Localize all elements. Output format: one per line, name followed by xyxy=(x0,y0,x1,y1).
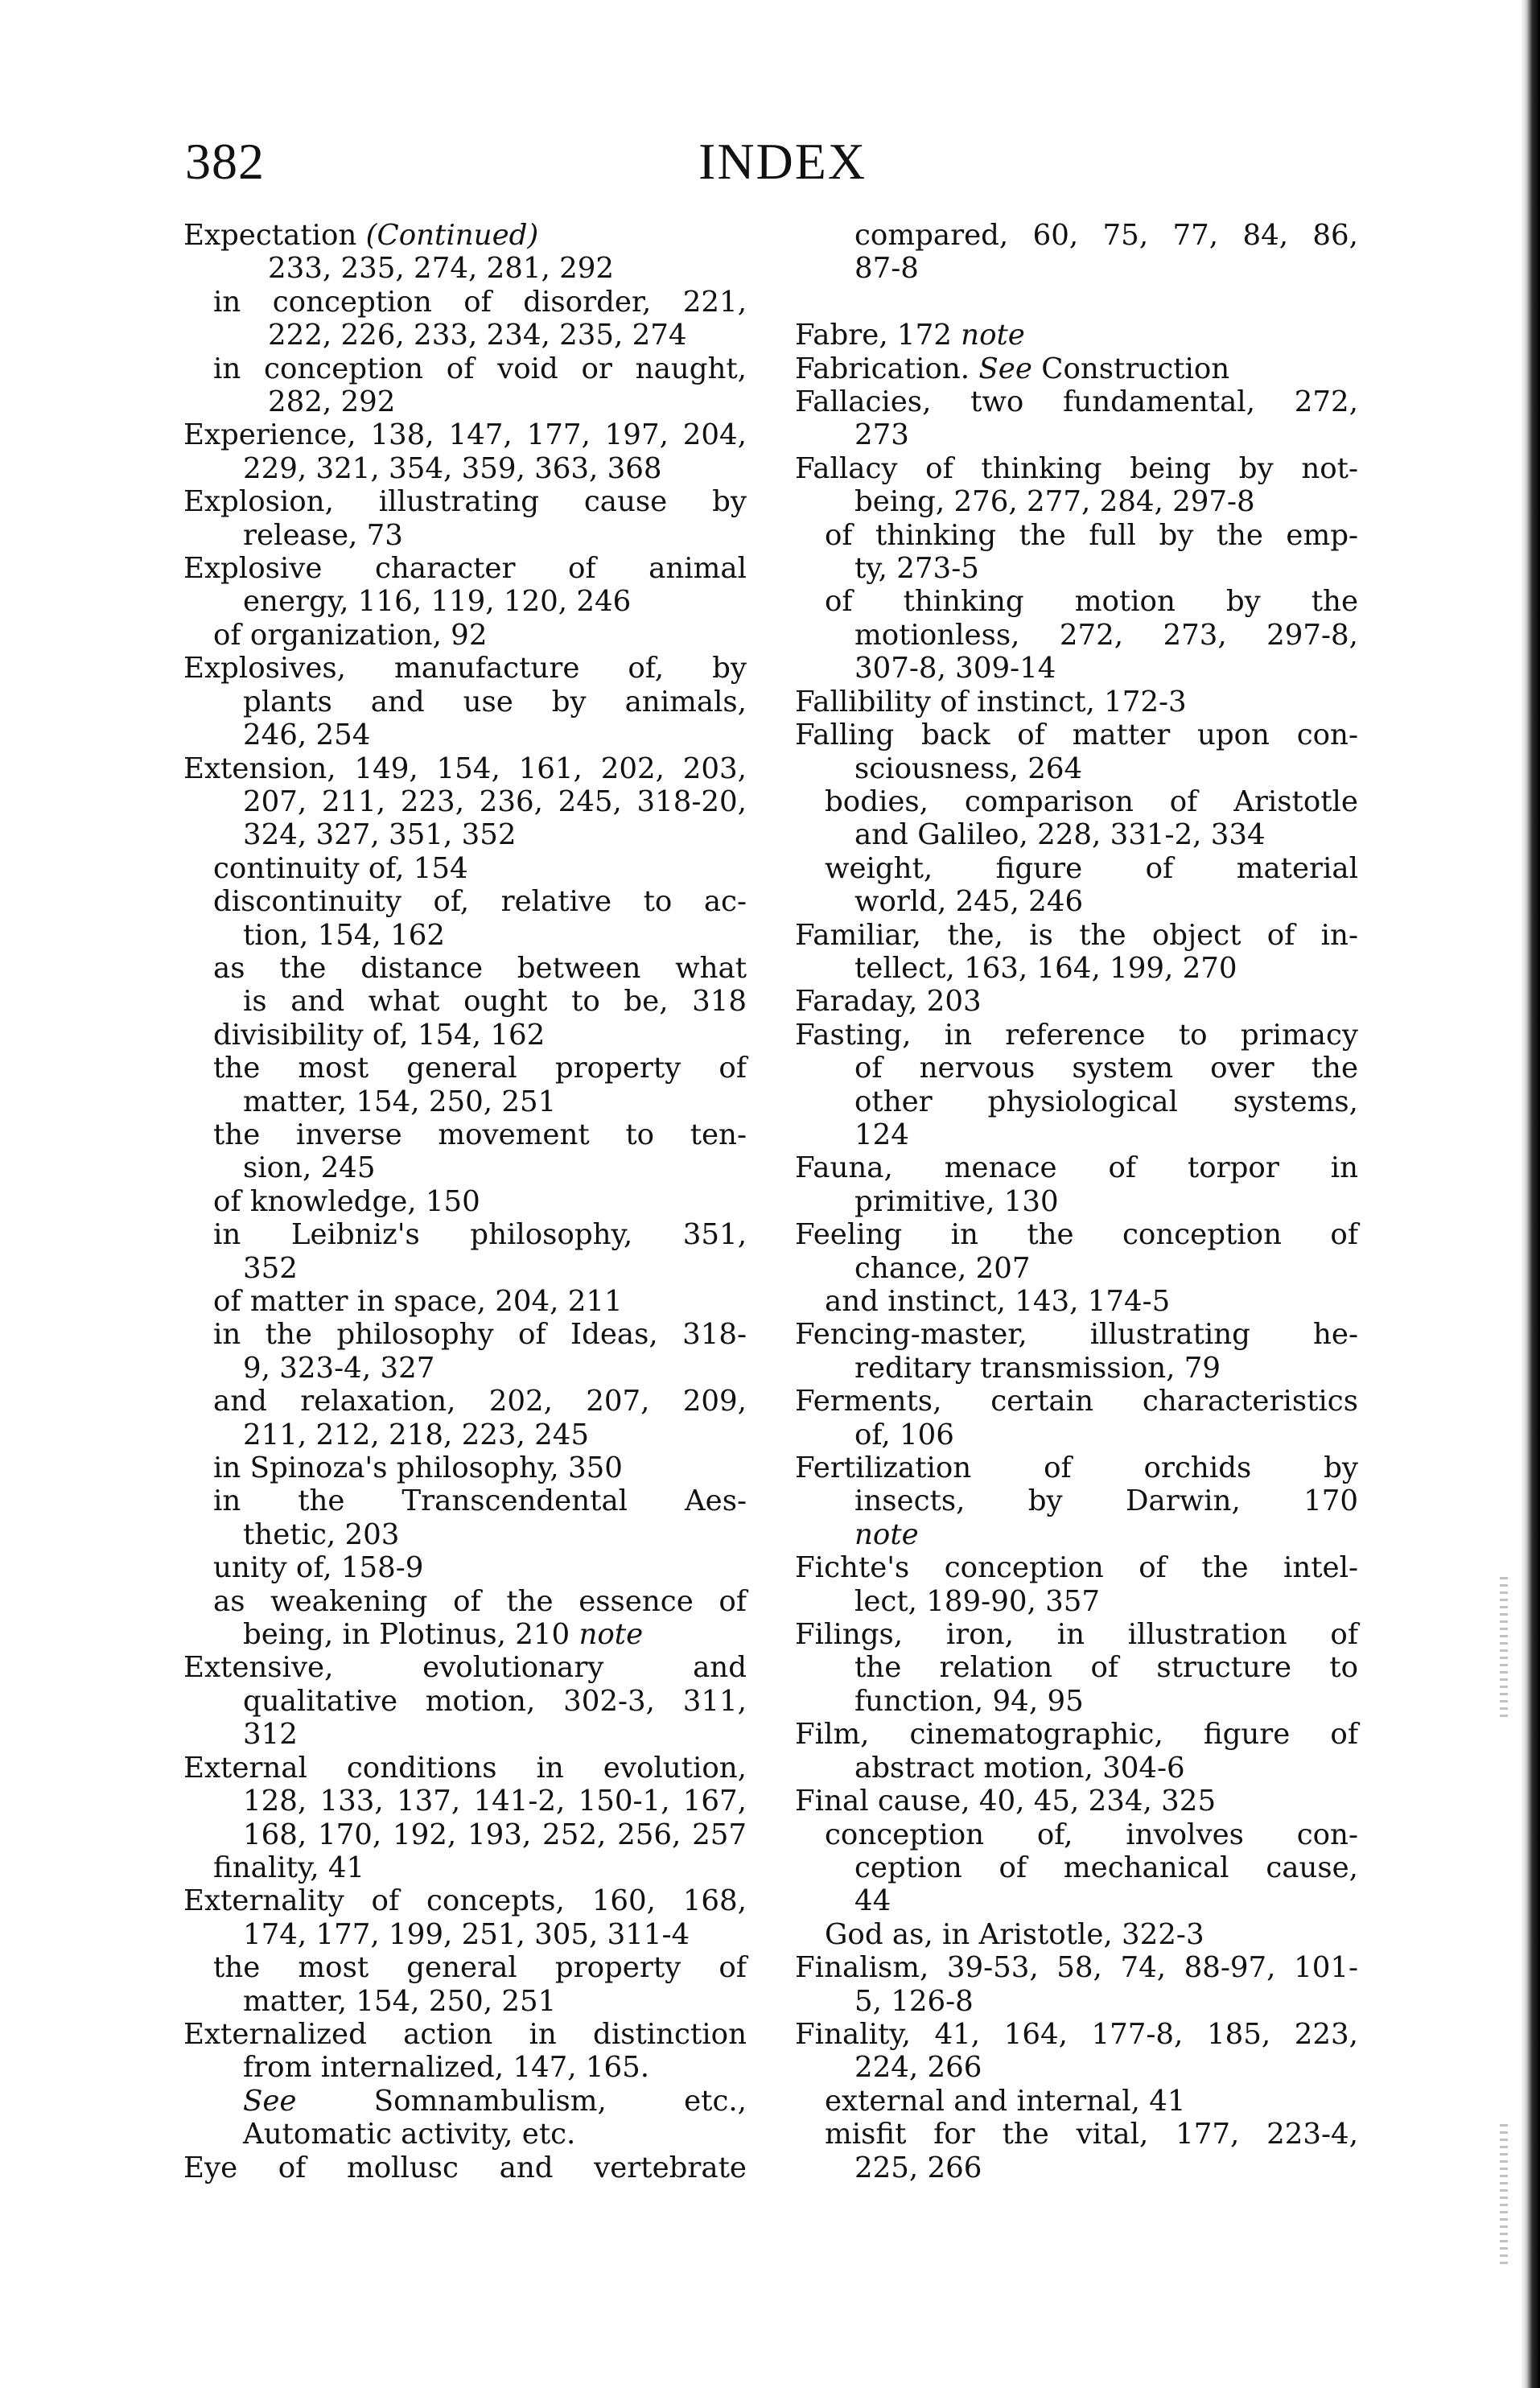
index-text: 246, 254 xyxy=(243,718,371,752)
index-line xyxy=(795,1484,1358,1517)
index-line xyxy=(795,1651,1358,1684)
index-text: Expectation xyxy=(183,219,366,252)
index-italic: See xyxy=(978,352,1032,385)
scan-edge-shadow xyxy=(1521,0,1540,2388)
index-line xyxy=(795,1752,1358,1785)
index-line xyxy=(183,2085,747,2118)
index-line xyxy=(183,919,747,952)
index-line xyxy=(183,319,747,352)
index-text: is and what ought to be, 318 xyxy=(243,985,747,1019)
index-text: in the Transcendental Aes- xyxy=(213,1484,747,1518)
index-line xyxy=(795,519,1358,552)
index-line xyxy=(183,1252,747,1285)
index-line xyxy=(183,1918,747,1951)
index-line xyxy=(183,1285,747,1318)
index-line xyxy=(183,652,747,685)
index-line xyxy=(183,1685,747,1718)
index-line xyxy=(795,1685,1358,1718)
index-text: Fasting, in reference to primacy xyxy=(795,1018,1358,1052)
index-text: bodies, comparison of Aristotle xyxy=(825,784,1358,818)
index-text: matter, 154, 250, 251 xyxy=(243,1984,557,2018)
index-text: 312 xyxy=(243,1718,298,1752)
index-line xyxy=(183,385,747,418)
index-line xyxy=(183,718,747,751)
index-text: 307-8, 309-14 xyxy=(854,652,1056,686)
index-text: function, 94, 95 xyxy=(854,1684,1084,1718)
index-text: 233, 235, 274, 281, 292 xyxy=(268,252,615,286)
index-line xyxy=(795,985,1358,1018)
index-line xyxy=(795,1618,1358,1651)
index-text: external and internal, 41 xyxy=(825,2084,1186,2118)
index-text: being, in Plotinus, 210 xyxy=(243,1618,579,1652)
index-text: compared, 60, 75, 77, 84, 86, xyxy=(854,219,1358,252)
index-line xyxy=(183,219,747,252)
index-text: misfit for the vital, 177, 223-4, xyxy=(825,2118,1358,2151)
index-line xyxy=(795,852,1358,885)
index-line xyxy=(183,286,747,319)
index-text: world, 245, 246 xyxy=(854,885,1084,919)
index-line xyxy=(183,1019,747,1052)
index-text: primitive, 130 xyxy=(854,1184,1059,1218)
index-line xyxy=(795,1352,1358,1385)
index-line xyxy=(183,619,747,652)
index-text: as the distance between what xyxy=(213,951,747,985)
index-line xyxy=(795,1385,1358,1418)
index-line xyxy=(183,1151,747,1184)
index-line xyxy=(795,1884,1358,1917)
index-text: Construction xyxy=(1031,352,1230,385)
index-text: 224, 266 xyxy=(854,2051,982,2085)
index-line xyxy=(795,2051,1358,2084)
index-italic: (Continued) xyxy=(365,219,539,252)
index-text: lect, 189-90, 357 xyxy=(854,1584,1101,1618)
index-line xyxy=(795,1585,1358,1618)
index-line xyxy=(795,1019,1358,1052)
index-line xyxy=(795,585,1358,618)
index-text: Fallacy of thinking being by not- xyxy=(795,451,1358,485)
index-text: release, 73 xyxy=(243,518,403,552)
index-line xyxy=(795,1285,1358,1318)
index-text: of thinking motion by the xyxy=(825,585,1358,619)
index-text: Extensive, evolutionary and xyxy=(183,1651,747,1685)
index-text: in Spinoza's philosophy, 350 xyxy=(213,1451,623,1485)
index-text: Ferments, certain characteristics xyxy=(795,1385,1358,1418)
index-italic: note xyxy=(854,1517,919,1551)
index-line xyxy=(795,1451,1358,1484)
index-text: divisibility of, 154, 162 xyxy=(213,1018,546,1052)
index-text: 229, 321, 354, 359, 363, 368 xyxy=(243,451,662,485)
index-text: conception of, involves con- xyxy=(825,1818,1358,1851)
index-text: other physiological systems, xyxy=(854,1085,1358,1118)
index-text: qualitative motion, 302-3, 311, xyxy=(243,1684,747,1718)
index-line xyxy=(795,686,1358,718)
index-line xyxy=(795,2085,1358,2118)
index-line xyxy=(183,1884,747,1917)
index-line xyxy=(183,1052,747,1085)
index-line xyxy=(795,1551,1358,1584)
index-line xyxy=(795,286,1358,319)
index-line xyxy=(795,1085,1358,1118)
index-text: Fabrication. xyxy=(795,352,979,385)
index-line xyxy=(795,485,1358,518)
index-text: 222, 226, 233, 234, 235, 274 xyxy=(268,319,687,352)
index-text: the relation of structure to xyxy=(854,1651,1358,1685)
index-text: 225, 266 xyxy=(854,2151,982,2184)
index-line xyxy=(183,752,747,785)
index-line xyxy=(183,818,747,851)
scan-edge-mark xyxy=(1500,2124,1508,2269)
index-line xyxy=(795,1318,1358,1351)
index-text: Finalism, 39-53, 58, 74, 88-97, 101- xyxy=(795,1951,1358,1985)
index-text: 352 xyxy=(243,1251,298,1285)
index-line xyxy=(795,785,1358,818)
index-line xyxy=(183,1385,747,1418)
index-line xyxy=(795,1252,1358,1285)
index-text: in conception of disorder, 221, xyxy=(213,285,747,319)
index-text: finality, 41 xyxy=(213,1851,365,1884)
index-line xyxy=(795,652,1358,685)
index-italic: note xyxy=(579,1618,644,1652)
index-text: tellect, 163, 164, 199, 270 xyxy=(854,951,1237,985)
index-line xyxy=(183,1318,747,1351)
index-text: Experience, 138, 147, 177, 197, 204, xyxy=(183,418,747,452)
index-text: ty, 273-5 xyxy=(854,552,979,586)
index-line xyxy=(183,2118,747,2151)
index-text: Eye of mollusc and vertebrate xyxy=(183,2151,747,2184)
index-line xyxy=(183,785,747,818)
index-line xyxy=(795,319,1358,352)
index-text: 207, 211, 223, 236, 245, 318-20, xyxy=(243,784,747,818)
index-text: sciousness, 264 xyxy=(854,751,1083,785)
index-text: in conception of void or naught, xyxy=(213,352,747,385)
index-line xyxy=(795,452,1358,485)
index-text: 273 xyxy=(854,418,909,452)
index-line xyxy=(183,1618,747,1651)
index-text: Film, cinematographic, figure of xyxy=(795,1718,1358,1752)
index-line xyxy=(795,352,1358,385)
index-text: Automatic activity, etc. xyxy=(243,2118,576,2151)
index-line xyxy=(795,1785,1358,1818)
index-text: energy, 116, 119, 120, 246 xyxy=(243,585,632,619)
index-text: chance, 207 xyxy=(854,1251,1031,1285)
index-line xyxy=(183,686,747,718)
index-line xyxy=(795,1418,1358,1451)
index-line xyxy=(795,2018,1358,2051)
index-line xyxy=(183,585,747,618)
index-text: 124 xyxy=(854,1118,909,1151)
index-line xyxy=(795,2118,1358,2151)
index-line xyxy=(183,885,747,918)
index-line xyxy=(795,418,1358,451)
index-line xyxy=(795,252,1358,285)
index-line xyxy=(183,252,747,285)
index-line xyxy=(795,1185,1358,1218)
index-line xyxy=(183,1218,747,1251)
index-line xyxy=(795,752,1358,785)
page-header xyxy=(0,129,1540,201)
index-text: insects, by Darwin, 170 xyxy=(854,1484,1358,1518)
index-text: Explosive character of animal xyxy=(183,552,747,586)
index-text: of, 106 xyxy=(854,1418,954,1451)
index-line xyxy=(183,552,747,585)
index-text: reditary transmission, 79 xyxy=(854,1351,1221,1385)
index-text: Fallacies, two fundamental, 272, xyxy=(795,385,1358,419)
index-line xyxy=(183,852,747,885)
index-text: in Leibniz's philosophy, 351, xyxy=(213,1218,747,1252)
index-line xyxy=(183,1484,747,1517)
index-text: of matter in space, 204, 211 xyxy=(213,1285,623,1318)
index-text: of organization, 92 xyxy=(213,618,488,652)
index-line xyxy=(795,718,1358,751)
index-text: Feeling in the conception of xyxy=(795,1218,1358,1252)
index-text: 9, 323-4, 327 xyxy=(243,1351,435,1385)
index-text: 168, 170, 192, 193, 252, 256, 257 xyxy=(243,1818,747,1851)
index-text: Fichte's conception of the intel- xyxy=(795,1551,1358,1585)
index-column-right xyxy=(795,219,1358,2184)
index-text: Explosion, illustrating cause by xyxy=(183,485,747,519)
index-text: discontinuity of, relative to ac- xyxy=(213,885,747,919)
index-italic: See xyxy=(243,2084,297,2118)
index-line xyxy=(183,1951,747,1984)
index-text: as weakening of the essence of xyxy=(213,1584,747,1618)
index-text: 174, 177, 199, 251, 305, 311-4 xyxy=(243,1917,690,1951)
index-line xyxy=(183,1352,747,1385)
index-text: thetic, 203 xyxy=(243,1517,400,1551)
index-text: God as, in Aristotle, 322-3 xyxy=(825,1917,1204,1951)
index-line xyxy=(795,1718,1358,1751)
index-line xyxy=(795,1118,1358,1151)
index-line xyxy=(795,2151,1358,2184)
index-text: 282, 292 xyxy=(268,385,396,419)
index-text: and instinct, 143, 174-5 xyxy=(825,1285,1171,1318)
index-text: Falling back of matter upon con- xyxy=(795,718,1358,752)
index-text: Explosives, manufacture of, by xyxy=(183,652,747,686)
index-line xyxy=(795,619,1358,652)
index-text: 5, 126-8 xyxy=(854,1984,974,2018)
index-text: of thinking the full by the emp- xyxy=(825,518,1358,552)
index-text: 44 xyxy=(854,1884,891,1918)
index-text: the inverse movement to ten- xyxy=(213,1118,747,1151)
index-text: Somnambulism, etc., xyxy=(296,2084,747,2118)
index-line xyxy=(183,985,747,1018)
index-line xyxy=(183,1518,747,1551)
index-text: plants and use by animals, xyxy=(243,685,747,718)
index-line xyxy=(183,1585,747,1618)
index-column-left xyxy=(183,219,747,2184)
index-text: Externalized action in distinction xyxy=(183,2017,747,2051)
index-text: from internalized, 147, 165. xyxy=(243,2051,650,2085)
index-text: of nervous system over the xyxy=(854,1052,1358,1085)
index-line xyxy=(183,2051,747,2084)
index-line xyxy=(183,418,747,451)
page-title: INDEX xyxy=(698,133,867,190)
index-line xyxy=(795,1518,1358,1551)
index-text: matter, 154, 250, 251 xyxy=(243,1085,557,1118)
index-line xyxy=(183,1818,747,1851)
index-line xyxy=(795,552,1358,585)
index-line xyxy=(795,919,1358,952)
index-line xyxy=(183,1551,747,1584)
index-text: sion, 245 xyxy=(243,1151,376,1185)
index-line xyxy=(795,1052,1358,1085)
index-line xyxy=(795,952,1358,985)
index-text: abstract motion, 304-6 xyxy=(854,1751,1185,1785)
index-text: tion, 154, 162 xyxy=(243,918,446,952)
index-line xyxy=(795,385,1358,418)
index-text: External conditions in evolution, xyxy=(183,1751,747,1785)
index-text: being, 276, 277, 284, 297-8 xyxy=(854,485,1255,519)
index-line xyxy=(183,1118,747,1151)
index-line xyxy=(183,1785,747,1818)
index-line xyxy=(795,219,1358,252)
index-text: Fabre, 172 xyxy=(795,319,961,352)
index-text: Extension, 149, 154, 161, 202, 203, xyxy=(183,751,747,785)
index-line xyxy=(183,485,747,518)
index-text: Final cause, 40, 45, 234, 325 xyxy=(795,1785,1217,1818)
index-line xyxy=(183,452,747,485)
index-text: Filings, iron, in illustration of xyxy=(795,1618,1358,1652)
scan-edge-mark xyxy=(1500,1577,1508,1722)
index-line xyxy=(795,1985,1358,2018)
index-line xyxy=(183,1752,747,1785)
index-line xyxy=(795,1218,1358,1251)
index-italic: note xyxy=(961,319,1025,352)
index-line xyxy=(183,952,747,985)
index-line xyxy=(183,1985,747,2018)
index-line xyxy=(183,2018,747,2051)
index-line xyxy=(183,1418,747,1451)
index-text: 324, 327, 351, 352 xyxy=(243,818,517,852)
index-line xyxy=(795,818,1358,851)
index-text: and relaxation, 202, 207, 209, xyxy=(213,1385,747,1418)
index-line xyxy=(183,1185,747,1218)
index-text: unity of, 158-9 xyxy=(213,1551,424,1585)
index-text: continuity of, 154 xyxy=(213,851,468,885)
index-text: Fertilization of orchids by xyxy=(795,1451,1358,1485)
index-text: and Galileo, 228, 331-2, 334 xyxy=(854,818,1266,852)
index-text: Familiar, the, is the object of in- xyxy=(795,918,1358,952)
index-line xyxy=(795,1851,1358,1884)
index-text: 128, 133, 137, 141-2, 150-1, 167, xyxy=(243,1785,747,1818)
index-text: Faraday, 203 xyxy=(795,985,982,1019)
index-text: Externality of concepts, 160, 168, xyxy=(183,1884,747,1918)
index-text: the most general property of xyxy=(213,1052,747,1085)
index-line xyxy=(183,2151,747,2184)
index-text: of knowledge, 150 xyxy=(213,1184,480,1218)
index-text: in the philosophy of Ideas, 318- xyxy=(213,1318,747,1352)
index-text: Fallibility of instinct, 172-3 xyxy=(795,685,1187,718)
index-line xyxy=(183,1085,747,1118)
index-line xyxy=(795,1918,1358,1951)
index-text: motionless, 272, 273, 297-8, xyxy=(854,618,1358,652)
index-text: Finality, 41, 164, 177-8, 185, 223, xyxy=(795,2017,1358,2051)
index-line xyxy=(795,1951,1358,1984)
index-line xyxy=(183,1651,747,1684)
index-line xyxy=(795,885,1358,918)
page-number: 382 xyxy=(185,133,265,190)
index-line xyxy=(183,1718,747,1751)
index-line xyxy=(183,1851,747,1884)
index-line xyxy=(183,1451,747,1484)
index-text: Fauna, menace of torpor in xyxy=(795,1151,1358,1185)
index-text: 87-8 xyxy=(854,252,919,286)
index-text: Fencing-master, illustrating he- xyxy=(795,1318,1358,1352)
index-text: 211, 212, 218, 223, 245 xyxy=(243,1418,590,1451)
index-text: the most general property of xyxy=(213,1951,747,1985)
index-line xyxy=(183,352,747,385)
index-line xyxy=(183,519,747,552)
index-text: weight, figure of material xyxy=(825,851,1358,885)
index-text: ception of mechanical cause, xyxy=(854,1851,1358,1884)
index-line xyxy=(795,1818,1358,1851)
index-line xyxy=(795,1151,1358,1184)
